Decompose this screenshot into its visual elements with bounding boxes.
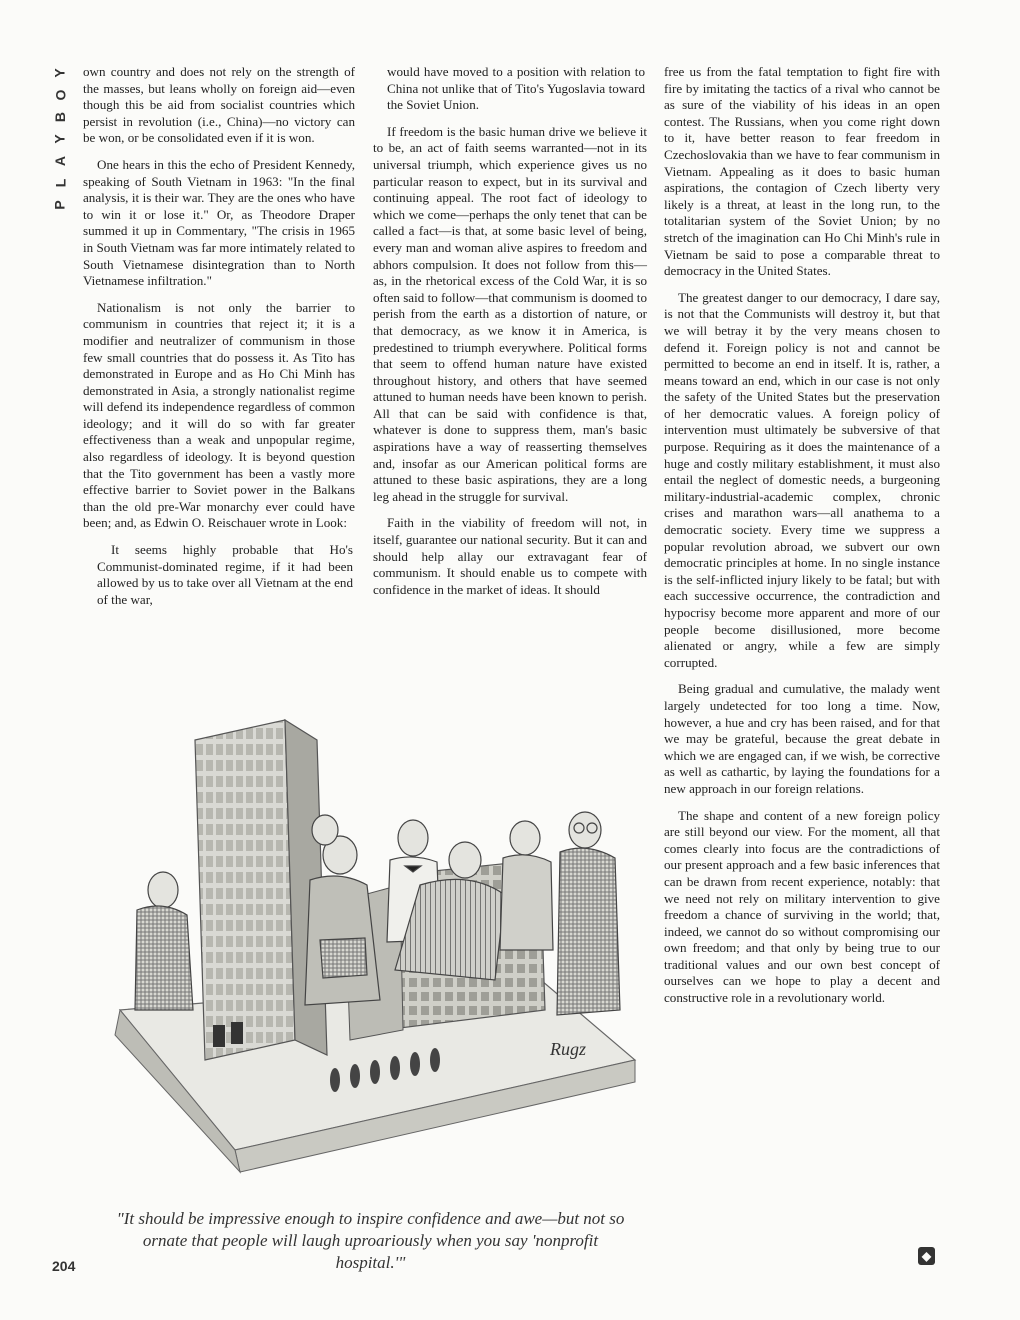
magazine-letter: Y <box>52 68 68 78</box>
paragraph: The greatest danger to our democracy, I dare say, is not that the Communists will destroy it, but that we will betray it by the very means chosen to defend it. Foreign policy is not and cannot be permitted to become an end in itself. It is, rather, a means toward an end, which in our case is not only the safety of the United States but the preservation of her democratic values. A foreign policy of intervention must ultimately be subversive of that purpose. Requiring as it does the maintenance of a huge and costly military establishment, it must also entail the neglect of domestic needs, a burgeoning military-industrial-academic complex, chronic crises and marathon wars—all anathema to a democratic society. Every time we suppress a popular revolution abroad, we subvert our own democratic principles at home. In no single instance is the self-inflicted injury likely to be fatal; but with each successive occurrence, the contradiction and hypocrisy become more apparent and more of our people become disillusioned, more become alienated or angry, while a few are simply corrupted. <box>664 289 940 670</box>
magazine-letter: L <box>52 178 68 188</box>
block-quote: would have moved to a position with relation to China not unlike that of Tito's Yugoslavia toward the Soviet Union. <box>387 64 645 113</box>
block-quote: It seems highly probable that Ho's Communist-dominated regime, if it had been allowed by us to take over all Vietnam at the end of the war, <box>97 542 353 607</box>
paragraph: If freedom is the basic human drive we believe it to be, an act of faith seems warranted—not in its universal triumph, which experience gives us no particular reason to expect, but in its survival and continuing appeal. The root fact of ideology to which we come—perhaps the only tenet that can be called a fact—is that, at some basic level of being, every man and woman alive aspires to freedom and abhors compulsion. It does not follow from this—as, in the rhetorical excess of the Cold War, it is so often said to follow—that communism is doomed to perish from the earth as a distortion of nature, or that democracy, as we know it in America, is predestined to triumph everywhere. Political forms that seem to offend human nature have existed throughout history, and others that have seemed attuned to human needs have been known to perish. All that can be said with confidence is that, whatever is done to suppress them, man's basic aspirations have a way of reasserting themselves and, insofar as our American political forms are attuned to these basic aspirations, they are a long leg ahead in the struggle for survival. <box>373 123 647 504</box>
cartoon-caption: "It should be impressive enough to inspire confidence and awe—but not so ornate that people will laugh uproariously when you say 'nonprofit hospital.'" <box>116 1209 625 1272</box>
text-column-2 <box>373 64 647 608</box>
cartoonist-signature: Rugz <box>550 1039 586 1059</box>
text-column-3 <box>664 64 940 1017</box>
magazine-letter: B <box>52 111 68 123</box>
magazine-letter: P <box>52 200 68 210</box>
cartoon-illustration <box>95 710 640 1190</box>
magazine-name-vertical <box>50 62 70 216</box>
page-number: 204 <box>52 1258 76 1274</box>
paragraph: own country and does not rely on the strength of the masses, but leans wholly on foreign aid—even though this be aid from socialist countries which persist in revolution (i.e., China)—no victory can be won, or be consolidated even if it is won. <box>83 64 355 146</box>
magazine-letter: Y <box>52 134 68 144</box>
paragraph: Faith in the viability of freedom will not, in itself, guarantee our national security. But it can and should help allay our extravagant fear of communism. It should enable us to compete with confidence in the market of ideas. It should <box>373 515 647 597</box>
paragraph: One hears in this the echo of President Kennedy, speaking of South Vietnam in 1963: "In the final analysis, it is their war. They are the ones who have to win it or lose it." Or, as Theodore Draper summed it up in Commentary, "The crisis in 1965 in South Vietnam was far more intimately related to South Vietnamese disintegration than to North Vietnamese infiltration." <box>83 156 355 289</box>
paragraph: Nationalism is not only the barrier to communism in countries that reject it; it is a modifier and neutralizer of communism in those few small countries that do possess it. As Tito has demonstrated in Europe and as Ho Chi Minh has demonstrated in Asia, a strongly nationalist regime will defend its independence regardless of common ideology; and it will do so with far greater effectiveness than a weak and unpopular regime, also regardless of ideology. It is beyond question that the Tito government has been a vastly more effective barrier to Soviet power in the Balkans than the old pre-War monarchy ever could have been; and, as Edwin O. Reischauer wrote in Look: <box>83 299 355 531</box>
paragraph: Being gradual and cumulative, the malady went largely undetected for too long a time. Now, however, a hue and cry has been raised, and for that we may be grateful, because the great debate in which we are engaged can, if we wish, be corrective as well as cathartic, by laying the foundations for a new approach in our foreign relations. <box>664 681 940 796</box>
text-column-1 <box>83 64 355 618</box>
magazine-letter: O <box>51 89 68 101</box>
paragraph: The shape and content of a new foreign policy are still beyond our view. For the moment, all that comes clearly into focus are the contradictions of our present approach and a few basic inferences that can be drawn from recent experience, notably: that we need not rely on military intervention to give freedom a chance of surviving in the world; that, indeed, we cannot do so without compromising our own freedom; and that only by being true to our traditional values and our own best concept of ourselves can we hope to play a decent and constructive role in a revolutionary world. <box>664 807 940 1006</box>
magazine-letter: A <box>52 155 68 167</box>
paragraph: free us from the fatal temptation to fight fire with fire by imitating the tactics of a rival who cannot be as sure of the viability of his ideas in an open contest. The Russians, when you come right down to it, have better reason to fear freedom in Czechoslovakia than we have to fear communism in Vietnam. Appealing as it does to basic human aspirations, the contagion of Czech liberty very likely is a threat, at least in the long run, to the totalitarian system of the Soviet Union; by no stretch of the imagination can Ho Chi Minh's rule in Vietnam be said to pose a comparable threat to democracy in the United States. <box>664 64 940 279</box>
rabbit-head-logo-icon: ◆ <box>918 1247 935 1265</box>
